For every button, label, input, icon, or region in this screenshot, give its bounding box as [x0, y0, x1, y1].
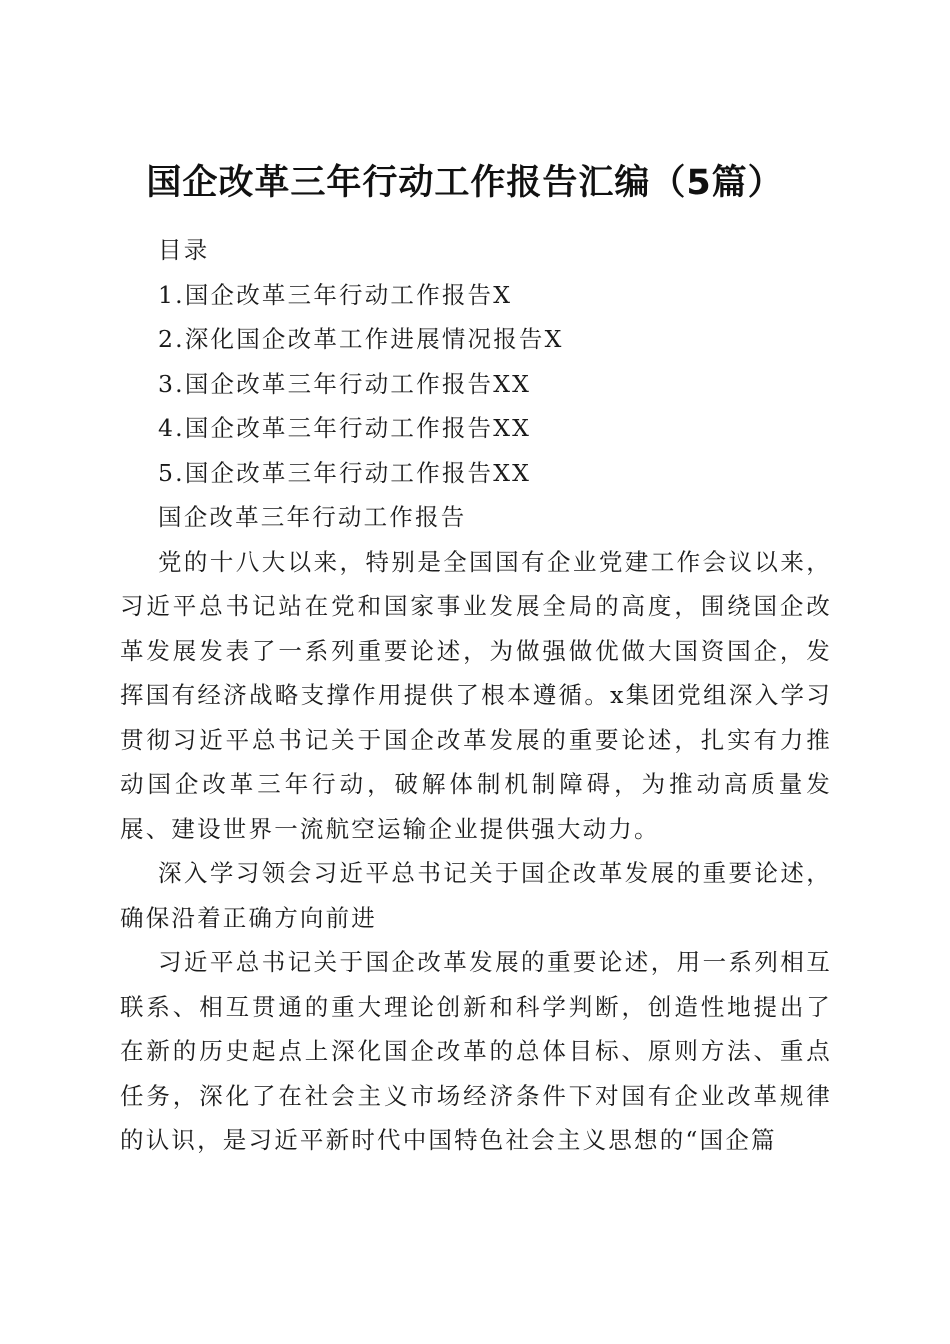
toc-item: 1.国企改革三年行动工作报告X: [158, 280, 513, 309]
toc-item: 5.国企改革三年行动工作报告XX: [158, 458, 532, 487]
body-paragraph: 习近平总书记关于国企改革发展的重要论述，用一系列相互联系、相互贯通的重大理论创新和科学判断，创造性地提出了在新的历史起点上深化国企改革的总体目标、原则方法、重点任务，深化了在社会主义市场经济条件下对国有企业改革规律的认识，是习近平新时代中国特色社会主义思想的“国企篇: [120, 948, 832, 1154]
toc-item: 2.深化国企改革工作进展情况报告X: [158, 325, 564, 353]
document-body: [120, 228, 832, 1163]
section-title: 国企改革三年行动工作报告: [158, 503, 467, 531]
body-paragraph: 党的十八大以来，特别是全国国有企业党建工作会议以来，习近平总书记站在党和国家事业发展全局的高度，围绕国企改革发展发表了一系列重要论述，为做强做优做大国资国企，发挥国有经济战略支撑作用提供了根本遵循。x集团党组深入学习贯彻习近平总书记关于国企改革发展的重要论述，扎实有力推动国企改革三年行动，破解体制机制障碍，为推动高质量发展、建设世界一流航空运输企业提供强大动力。: [120, 547, 832, 843]
toc-item: 4.国企改革三年行动工作报告XX: [158, 414, 532, 442]
toc-item: 3.国企改革三年行动工作报告XX: [158, 369, 532, 398]
document-title: 国企改革三年行动工作报告汇编（5篇）: [146, 163, 784, 204]
body-paragraph: 深入学习领会习近平总书记关于国企改革发展的重要论述，确保沿着正确方向前进: [120, 859, 832, 932]
toc-heading: 目录: [158, 236, 210, 264]
